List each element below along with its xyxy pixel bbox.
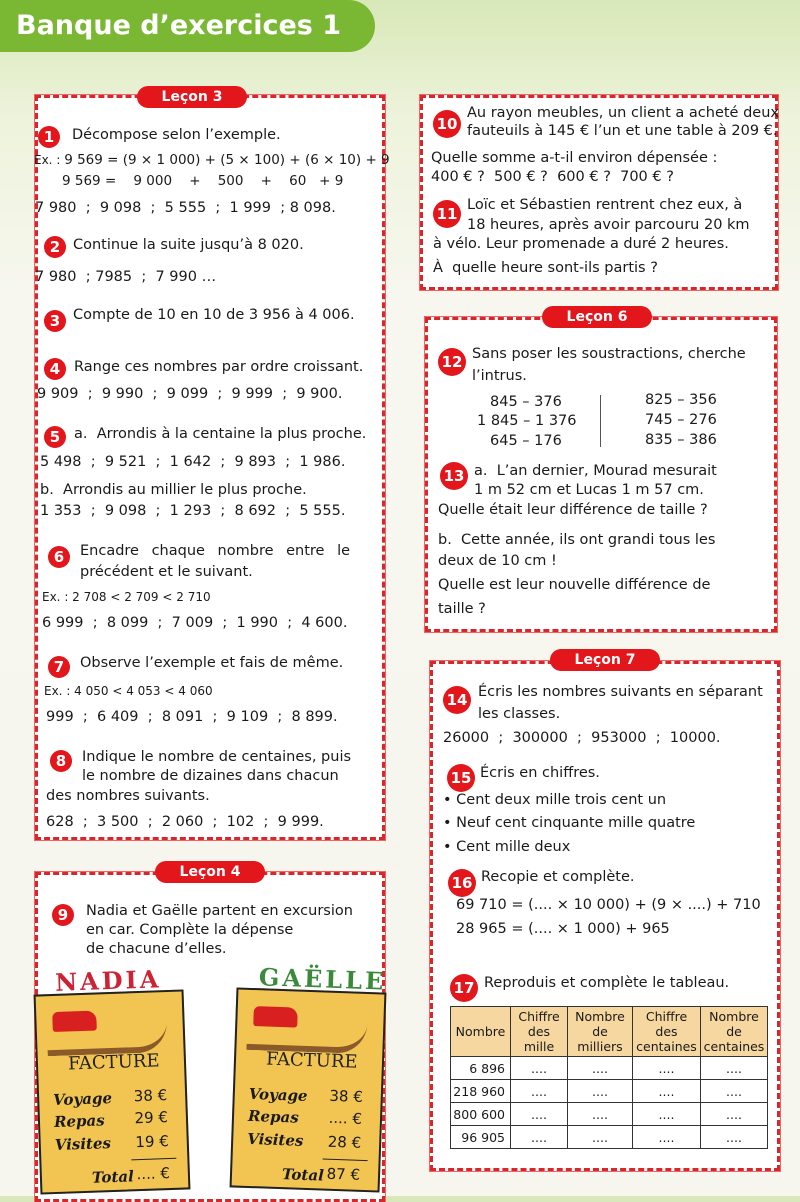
exercise-number: 14 bbox=[443, 686, 471, 714]
exercise-number: 12 bbox=[438, 348, 466, 376]
table-cell: .... bbox=[568, 1080, 633, 1103]
column-header: Nombre de centaines bbox=[701, 1007, 768, 1057]
table-cell: 96 905 bbox=[451, 1126, 511, 1149]
ex8-numbers: 628 ; 3 500 ; 2 060 ; 102 ; 9 999. bbox=[46, 814, 324, 830]
table-row bbox=[451, 1057, 768, 1080]
table-cell: .... bbox=[633, 1126, 701, 1149]
column-header: Nombre bbox=[451, 1007, 511, 1057]
ex15-item: • Cent mille deux bbox=[443, 839, 571, 855]
invoice-nadia bbox=[34, 964, 191, 1194]
exercise-number: 11 bbox=[433, 200, 461, 228]
exercise-number: 10 bbox=[433, 110, 461, 138]
ex16-line1: 69 710 = (.... × 10 000) + (9 × ....) + 710 bbox=[456, 897, 761, 913]
ex13-line5: deux de 10 cm ! bbox=[438, 553, 557, 569]
ex11-line4: À quelle heure sont-ils partis ? bbox=[433, 260, 658, 276]
table-cell: .... bbox=[568, 1126, 633, 1149]
table-cell: .... bbox=[633, 1103, 701, 1126]
ex13-line7: taille ? bbox=[438, 601, 486, 617]
table-cell: 218 960 bbox=[451, 1080, 511, 1103]
ex-label: Ex. : bbox=[34, 153, 61, 167]
bus-icon bbox=[253, 1006, 298, 1028]
exercise-number: 2 bbox=[44, 236, 66, 258]
voyage-label: Voyage bbox=[52, 1089, 113, 1110]
exercise-number: 6 bbox=[48, 546, 70, 568]
exercise-number: 3 bbox=[44, 310, 66, 332]
ex8-question-line3: des nombres suivants. bbox=[46, 788, 210, 804]
lecon-4-label: Leçon 4 bbox=[155, 861, 265, 883]
table-cell: .... bbox=[701, 1103, 768, 1126]
table-row bbox=[451, 1126, 768, 1149]
ex10-line4: 400 € ? 500 € ? 600 € ? 700 € ? bbox=[431, 169, 674, 185]
ex5-numbers-b: 1 353 ; 9 098 ; 1 293 ; 8 692 ; 5 555. bbox=[40, 503, 346, 519]
ex16-line2: 28 965 = (.... × 1 000) + 965 bbox=[456, 921, 670, 937]
voyage-amount: 38 € bbox=[133, 1086, 168, 1106]
ex2-numbers: 7 980 ; 7985 ; 7 990 … bbox=[35, 269, 217, 285]
exercise-number: 7 bbox=[48, 656, 70, 678]
repas-amount: 29 € bbox=[134, 1108, 169, 1128]
invoice-name: NADIA bbox=[54, 964, 162, 997]
repas-label: Repas bbox=[53, 1111, 105, 1132]
ex9-question-line3: de chacune d’elles. bbox=[86, 941, 227, 957]
ex14-line1: Écris les nombres suivants en séparant bbox=[478, 684, 763, 700]
ex1-example-line2: 9 569 = 9 000 + 500 + 60 + 9 bbox=[62, 173, 344, 189]
total-divider bbox=[323, 1159, 368, 1162]
ex4-question: Range ces nombres par ordre croissant. bbox=[74, 359, 364, 375]
ex6-example: Ex. : 2 708 < 2 709 < 2 710 bbox=[42, 590, 211, 604]
ex7-example: Ex. : 4 050 < 4 053 < 4 060 bbox=[44, 684, 213, 698]
exercise-number: 16 bbox=[448, 869, 476, 897]
visites-amount: 19 € bbox=[135, 1132, 170, 1152]
lecon-7-label: Leçon 7 bbox=[550, 649, 660, 671]
column-header: Nombre de milliers bbox=[568, 1007, 633, 1057]
ex11-line1: Loïc et Sébastien rentrent chez eux, à bbox=[467, 197, 743, 213]
column-header: Chiffre des centaines bbox=[633, 1007, 701, 1057]
table-cell: .... bbox=[701, 1057, 768, 1080]
total-amount: 87 € bbox=[326, 1164, 361, 1184]
column-header: Chiffre des mille bbox=[511, 1007, 568, 1057]
total-label: Total bbox=[91, 1167, 135, 1187]
table-cell: .... bbox=[511, 1057, 568, 1080]
subtraction-left-2: 1 845 – 1 376 bbox=[477, 413, 577, 429]
ex13-line4: b. Cette année, ils ont grandi tous les bbox=[438, 532, 716, 548]
invoice-gaelle bbox=[230, 962, 387, 1192]
page-title: Banque d’exercices 1 bbox=[0, 0, 375, 52]
ex1-example bbox=[34, 151, 390, 169]
table-row bbox=[451, 1080, 768, 1103]
ex3-question: Compte de 10 en 10 de 3 956 à 4 006. bbox=[73, 307, 355, 323]
ex14-line2: les classes. bbox=[478, 706, 561, 722]
table-row bbox=[451, 1103, 768, 1126]
ex10-line2: fauteuils à 145 € l’un et une table à 209 €. bbox=[467, 123, 778, 139]
ex4-numbers: 9 909 ; 9 990 ; 9 099 ; 9 999 ; 9 900. bbox=[37, 386, 343, 402]
ex9-question-line2: en car. Complète la dépense bbox=[86, 922, 294, 938]
total-divider bbox=[131, 1158, 176, 1161]
invoice-name: GAËLLE bbox=[258, 962, 387, 996]
repas-amount: .... € bbox=[328, 1108, 363, 1128]
exercise-number: 15 bbox=[447, 764, 475, 792]
lecon-3-label: Leçon 3 bbox=[137, 86, 247, 108]
visites-label: Visites bbox=[54, 1134, 112, 1155]
exercise-number: 13 bbox=[440, 462, 468, 490]
ex10-line1: Au rayon meubles, un client a acheté deux bbox=[467, 105, 779, 121]
subtraction-right-3: 835 – 386 bbox=[645, 432, 717, 448]
exercise-number: 8 bbox=[50, 750, 72, 772]
exercise-number: 4 bbox=[44, 358, 66, 380]
subtraction-left-1: 845 – 376 bbox=[490, 394, 562, 410]
ex13-line2: 1 m 52 cm et Lucas 1 m 57 cm. bbox=[474, 482, 704, 498]
total-amount: .... € bbox=[136, 1164, 171, 1184]
ex5-question-b: b. Arrondis au millier le plus proche. bbox=[40, 482, 307, 498]
exercise-number: 1 bbox=[38, 126, 60, 148]
lecon-6-label: Leçon 6 bbox=[542, 306, 652, 328]
table-cell: .... bbox=[568, 1103, 633, 1126]
ex13-line1: a. L’an dernier, Mourad mesurait bbox=[474, 463, 717, 479]
ex15-question: Écris en chiffres. bbox=[480, 765, 600, 781]
ex12-line1: Sans poser les soustractions, cherche bbox=[472, 346, 746, 362]
table-cell: 6 896 bbox=[451, 1057, 511, 1080]
ex5-numbers-a: 5 498 ; 9 521 ; 1 642 ; 9 893 ; 1 986. bbox=[40, 454, 346, 470]
bus-icon bbox=[52, 1011, 97, 1033]
ex13-line3: Quelle était leur différence de taille ? bbox=[438, 502, 708, 518]
ex8-question-line2: le nombre de dizaines dans chacun bbox=[82, 768, 339, 784]
ex17-table bbox=[450, 1006, 768, 1149]
subtraction-right-2: 745 – 276 bbox=[645, 412, 717, 428]
ex1-example-line: 9 569 = (9 × 1 000) + (5 × 100) + (6 × 10) + 9 bbox=[64, 152, 390, 168]
invoice-title: FACTURE bbox=[265, 1048, 358, 1073]
ex6-question-line2: précédent et le suivant. bbox=[80, 564, 253, 580]
exercise-number: 17 bbox=[450, 974, 478, 1002]
ex15-item: • Cent deux mille trois cent un bbox=[443, 792, 667, 808]
table-cell: .... bbox=[633, 1057, 701, 1080]
table-cell: .... bbox=[633, 1080, 701, 1103]
ex2-question: Continue la suite jusqu’à 8 020. bbox=[73, 237, 304, 253]
ex1-question: Décompose selon l’exemple. bbox=[72, 127, 281, 143]
ex11-line3: à vélo. Leur promenade a duré 2 heures. bbox=[433, 236, 729, 252]
ex5-question-a: a. Arrondis à la centaine la plus proche. bbox=[74, 426, 367, 442]
repas-label: Repas bbox=[247, 1106, 300, 1127]
ex7-numbers: 999 ; 6 409 ; 8 091 ; 9 109 ; 8 899. bbox=[46, 709, 338, 725]
table-cell: .... bbox=[568, 1057, 633, 1080]
table-cell: .... bbox=[511, 1103, 568, 1126]
table-cell: .... bbox=[511, 1126, 568, 1149]
invoice-title: FACTURE bbox=[67, 1050, 160, 1075]
exercise-number: 5 bbox=[44, 426, 66, 448]
ex8-question-line1: Indique le nombre de centaines, puis bbox=[82, 749, 352, 765]
ex10-line3: Quelle somme a-t-il environ dépensée : bbox=[431, 150, 718, 166]
ex12-line2: l’intrus. bbox=[472, 368, 527, 384]
table-cell: 800 600 bbox=[451, 1103, 511, 1126]
table-header-row bbox=[451, 1007, 768, 1057]
ex14-numbers: 26000 ; 300000 ; 953000 ; 10000. bbox=[443, 730, 721, 746]
column-divider bbox=[600, 395, 601, 447]
table-cell: .... bbox=[701, 1080, 768, 1103]
subtraction-right-1: 825 – 356 bbox=[645, 392, 717, 408]
total-label: Total bbox=[281, 1165, 325, 1185]
ex16-question: Recopie et complète. bbox=[481, 869, 635, 885]
ex7-question: Observe l’exemple et fais de même. bbox=[80, 655, 344, 671]
ex15-item: • Neuf cent cinquante mille quatre bbox=[443, 815, 696, 831]
ex11-line2: 18 heures, après avoir parcouru 20 km bbox=[467, 217, 750, 233]
ex9-question-line1: Nadia et Gaëlle partent en excursion bbox=[86, 903, 353, 919]
visites-amount: 28 € bbox=[327, 1132, 362, 1152]
visites-label: Visites bbox=[246, 1129, 304, 1150]
ex17-question: Reproduis et complète le tableau. bbox=[484, 975, 730, 991]
table-cell: .... bbox=[511, 1080, 568, 1103]
subtraction-left-3: 645 – 176 bbox=[490, 433, 562, 449]
voyage-amount: 38 € bbox=[329, 1086, 364, 1106]
ex13-line6: Quelle est leur nouvelle différence de bbox=[438, 577, 711, 593]
ex6-question-line1: Encadre chaque nombre entre le bbox=[80, 543, 351, 559]
ex1-numbers: 7 980 ; 9 098 ; 5 555 ; 1 999 ; 8 098. bbox=[35, 200, 336, 216]
ex6-numbers: 6 999 ; 8 099 ; 7 009 ; 1 990 ; 4 600. bbox=[42, 615, 348, 631]
table-cell: .... bbox=[701, 1126, 768, 1149]
voyage-label: Voyage bbox=[248, 1084, 308, 1105]
exercise-number: 9 bbox=[52, 904, 74, 926]
